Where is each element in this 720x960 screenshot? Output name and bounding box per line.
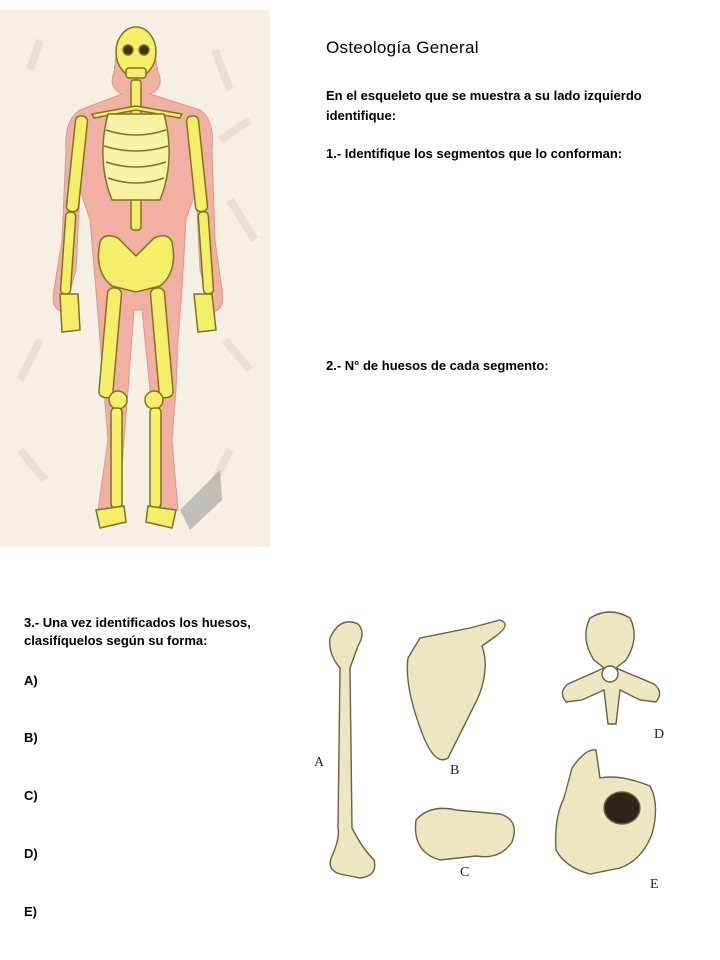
flat-bone-b	[407, 620, 505, 760]
page-title: Osteología General	[326, 38, 479, 57]
plate-label-c: C	[460, 865, 470, 880]
plate-label-a: A	[314, 755, 325, 770]
intro-text: En el esqueleto que se muestra a su lado izquierdo identifique:	[326, 88, 642, 123]
plate-label-d: D	[654, 727, 665, 742]
plate-label-e: E	[650, 877, 659, 892]
question-1: 1.- Identifique los segmentos que lo conforman:	[326, 146, 623, 161]
skeleton-illustration	[0, 10, 270, 547]
option-c: C)	[24, 788, 38, 803]
bone-types-illustration	[300, 598, 710, 898]
long-bone-a	[330, 622, 375, 878]
plate-label-b: B	[450, 763, 460, 778]
option-d: D)	[24, 846, 38, 861]
question-3: 3.- Una vez identificados los huesos, clasifíquelos según su forma:	[24, 615, 251, 648]
option-a: A)	[24, 673, 38, 688]
option-e: E)	[24, 904, 37, 919]
short-bone-c	[416, 808, 515, 860]
option-b: B)	[24, 730, 38, 745]
question-2: 2.- N° de huesos de cada segmento:	[326, 358, 549, 373]
